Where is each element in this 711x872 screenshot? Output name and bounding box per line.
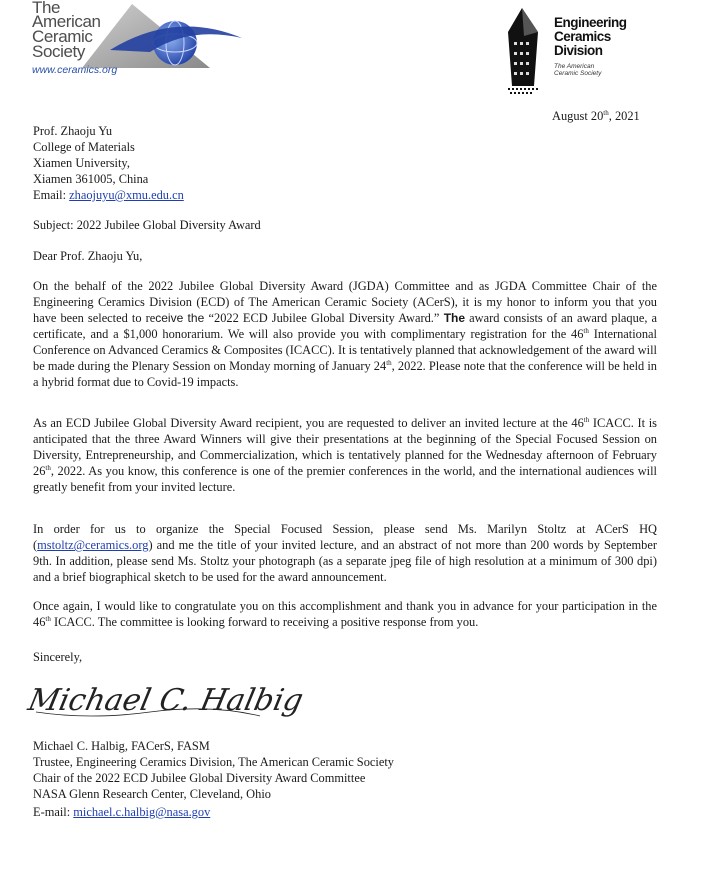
ecd-logo-line-2: Ceramics [554, 29, 611, 44]
para1-text-d: The [439, 311, 466, 325]
para3-text-a: In order for us to organize the Special Focused Session, please send Ms. Marilyn Stoltz at ACerS HQ ( [33, 522, 657, 552]
para1-text-e: award consists of an award plaque, a certificate, and a $1,000 honorarium. We will also provide you with complimentary registration for the 46 [33, 311, 657, 341]
acers-logo-line-2: American [32, 12, 101, 31]
para1-text-a: On the behalf of the 2022 Jubilee Global Diversity Award (JGDA) Committee and as JGDA Committee Chair of the Engineering Ceramics Division (ECD) of The American Ceramic Society (ACerS), it is my honor to inform you that you have been selected to re [33, 279, 657, 325]
signer-email-link[interactable]: michael.c.halbig@nasa.gov [73, 805, 211, 819]
para1-sup-2: th [386, 358, 392, 367]
svg-text:Michael C. Halbig: Michael C. Halbig [25, 683, 307, 718]
closing: Sincerely, [33, 650, 83, 664]
para4-text-c: ICACC. The committee is looking forward to receiving a positive response from you. [50, 615, 479, 629]
ecd-logo-line-1: Engineering [554, 15, 627, 30]
para4-text-a: Once again, I would like to congratulate you on this accomplishment and thank you in advance for your participation in the 46 [33, 599, 657, 629]
para2-sup-2: th [45, 463, 51, 472]
signer-email-line [33, 804, 210, 820]
recipient-university: Xiamen University, [33, 156, 130, 170]
recipient-email-link[interactable]: zhaojuyu@xmu.edu.cn [69, 188, 184, 202]
letter-date [552, 108, 640, 124]
para1-sup-1: th [583, 326, 589, 335]
recipient-college: College of Materials [33, 140, 135, 154]
signer-title-2: Chair of the 2022 ECD Jubilee Global Diversity Award Committee [33, 771, 366, 785]
recipient-email-line [33, 187, 184, 203]
para1-text-b: ceive the [155, 311, 209, 325]
acers-website: www.ceramics.org [32, 64, 118, 76]
subject-line: Subject: 2022 Jubilee Global Diversity Award [33, 218, 261, 232]
acers-logo [10, 0, 250, 80]
recipient-name: Prof. Zhaoju Yu [33, 124, 113, 138]
ecd-logo-line-3: Division [554, 43, 603, 58]
acers-logo-line-4: Society [32, 42, 85, 61]
signer-organization: NASA Glenn Research Center, Cleveland, Ohio [33, 787, 271, 801]
para2-text-a: As an ECD Jubilee Global Diversity Award recipient, you are requested to deliver an invited lecture at the 46 [33, 416, 584, 430]
date-prefix: August 20 [552, 109, 604, 123]
recipient-email-label: Email: [33, 188, 70, 202]
para1-text-g: International Conference on Advanced Ceramics & Composites (ICACC). It is tentatively planned that acknowledgement of the award will be made during the Plenary Session on Monday morning of January 24 [33, 327, 657, 373]
paragraph-4 [33, 598, 657, 630]
paragraph-3 [33, 521, 657, 585]
handwritten-signature [25, 676, 307, 726]
salutation: Dear Prof. Zhaoju Yu, [33, 249, 143, 263]
signer-title-1: Trustee, Engineering Ceramics Division, The American Ceramic Society [33, 755, 394, 769]
para1-text-i: , 2022. Please note that the conference will be held in a hybrid format due to Covid-19 impacts. [33, 359, 657, 389]
para4-sup: th [45, 614, 51, 623]
signer-name: Michael C. Halbig, FACerS, FASM [33, 739, 210, 753]
signer-email-label: E-mail: [33, 805, 74, 819]
ecd-logo-sub-1: The American [554, 63, 595, 70]
acers-logo-line-3: Ceramic [32, 27, 93, 46]
date-suffix: th [603, 108, 609, 117]
ecd-building-icon [500, 6, 554, 96]
para3-text-b: ) and me the title of your invited lecture, and an abstract of not more than 200 words by September 9th. In addition, please send Ms. Stoltz your photograph (as a separate jpeg file of high resolution at a minimum of 300 dpi) and a brief biographical sketch to be used for the award announcement. [33, 538, 657, 584]
stoltz-email-link[interactable]: mstoltz@ceramics.org [37, 538, 149, 552]
para2-sup-1: th [583, 415, 590, 424]
ecd-logo-sub-2: Ceramic Society [554, 70, 602, 77]
recipient-city: Xiamen 361005, China [33, 172, 149, 186]
para2-text-c: ICACC. It is anticipated that the three Award Winners will give their presentations at the beginning of the Special Focused Session on Diversity, Entrepreneurship, and Commercialization, which is tentatively planned for the Wednesday afternoon of February 26 [33, 416, 657, 478]
para1-award-name: “2022 ECD Jubilee Global Diversity Award.” [208, 311, 440, 325]
para2-text-e: , 2022. As you know, this conference is one of the premier conferences in the world, and the international audiences will greatly benefit from your invited lecture. [33, 464, 657, 494]
paragraph-2 [33, 415, 657, 495]
date-year: , 2021 [608, 109, 640, 123]
paragraph-1 [33, 278, 657, 390]
ecd-logo [500, 6, 630, 96]
acers-logo-line-1: The [32, 0, 61, 17]
